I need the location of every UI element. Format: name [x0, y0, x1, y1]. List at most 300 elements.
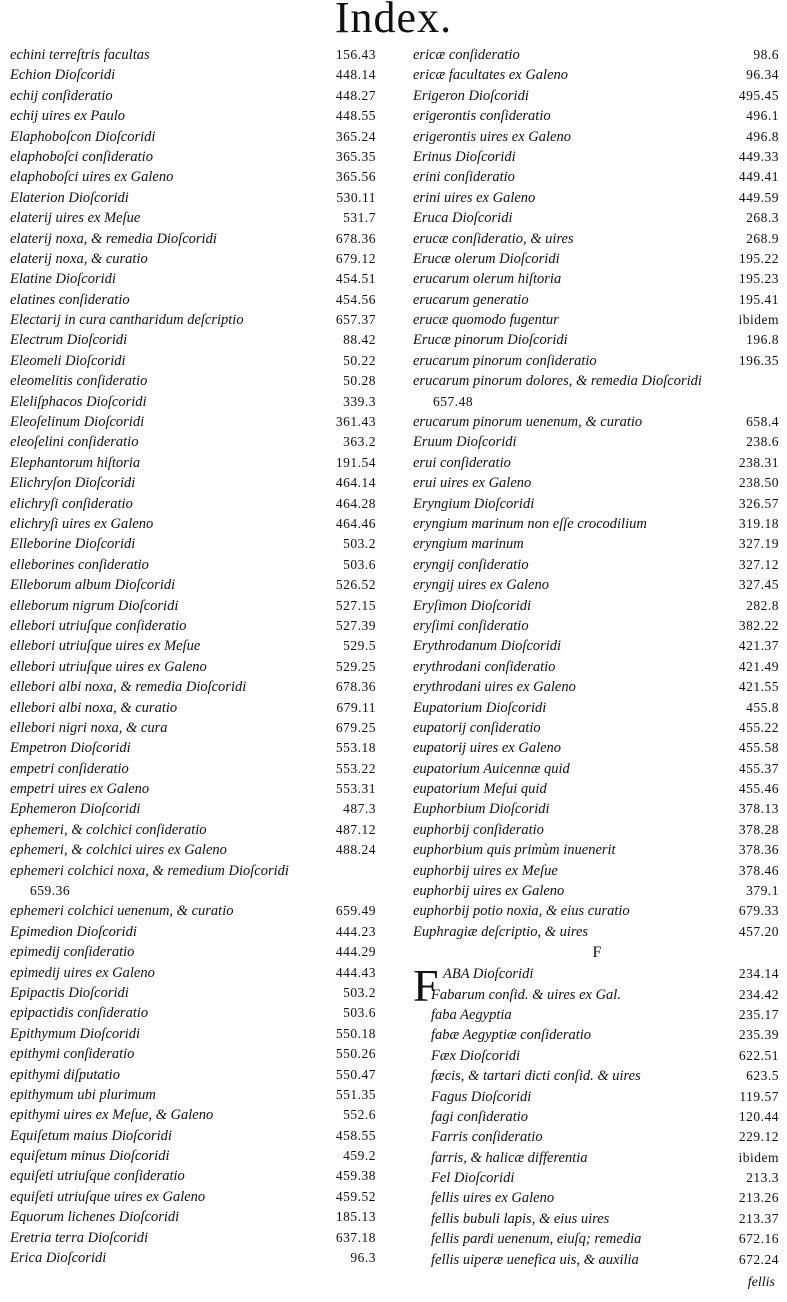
index-entry [431, 1209, 781, 1229]
index-entry [10, 65, 378, 85]
index-entry [10, 514, 378, 534]
index-entry [10, 901, 378, 921]
entry-term: ephemeri colchici uenenum, & curatio [10, 903, 234, 920]
entry-page: 378.28 [738, 821, 779, 837]
index-entry [10, 922, 378, 942]
entry-term: Epimedion Dioſcoridi [10, 923, 137, 940]
index-entry [413, 432, 781, 452]
index-entry [10, 1105, 378, 1125]
entry-term: Echion Dioſcoridi [10, 67, 116, 84]
index-entry [413, 738, 781, 758]
index-entry [10, 229, 378, 249]
index-entry [413, 840, 781, 860]
index-entry [10, 45, 378, 65]
entry-term: epithymi diſputatio [10, 1066, 120, 1083]
entry-page: 679.33 [738, 903, 779, 919]
entry-page: 361.43 [335, 414, 376, 430]
index-entry [10, 1065, 378, 1085]
entry-term: elleborum nigrum Dioſcoridi [10, 597, 179, 614]
entry-page: 503.6 [343, 556, 376, 572]
entry-page: 119.57 [739, 1088, 779, 1104]
entry-term: euphorbij potio noxia, & eius curatio [413, 903, 630, 920]
entry-term: Elaphoboſcon Dioſcoridi [10, 128, 156, 145]
entry-page: 213.26 [738, 1190, 779, 1206]
entry-page: 551.35 [335, 1086, 376, 1102]
entry-term: eupatorij conſideratio [413, 719, 541, 736]
entry-term: Euphorbium Dioſcoridi [413, 801, 550, 818]
index-entry [431, 1127, 781, 1147]
entry-term: Eryſimon Dioſcoridi [413, 597, 532, 614]
index-entry [431, 1066, 781, 1086]
entry-page: 448.55 [335, 108, 376, 124]
entry-term: Erica Dioſcoridi [10, 1250, 107, 1267]
entry-page: 319.18 [738, 515, 779, 531]
entry-page: 503.2 [343, 984, 376, 1000]
entry-page: 195.23 [738, 271, 779, 287]
entry-term: Electrum Dioſcoridi [10, 332, 128, 349]
entry-term: equiſeti utriuſque uires ex Galeno [10, 1188, 206, 1205]
entry-page: 550.26 [335, 1046, 376, 1062]
index-entry [10, 432, 378, 452]
entry-term: ellebori nigri noxa, & cura [10, 719, 168, 736]
index-entry [413, 86, 781, 106]
entry-page: 459.52 [335, 1188, 376, 1204]
entry-term: farris, & halicæ differentia [431, 1149, 588, 1166]
entry-term: elaterij noxa, & curatio [10, 250, 148, 267]
entry-page: 553.22 [335, 760, 376, 776]
entry-term: Equorum lichenes Dioſcoridi [10, 1209, 180, 1226]
entry-term: elleborines conſideratio [10, 556, 149, 573]
index-entry [10, 1003, 378, 1023]
entry-term: Eretria terra Dioſcoridi [10, 1229, 149, 1246]
entry-page: 553.31 [335, 781, 376, 797]
index-entry [10, 310, 378, 330]
entry-term: ephemeri colchici noxa, & remedium Dioſcoridi [10, 862, 289, 879]
entry-page: 238.50 [738, 475, 779, 491]
entry-page: 552.6 [343, 1107, 376, 1123]
entry-term: Erucæ olerum Dioſcoridi [413, 250, 560, 267]
index-entry [10, 412, 378, 432]
entry-page: 444.23 [335, 923, 376, 939]
entry-page: 327.45 [738, 577, 779, 593]
index-entry [413, 412, 781, 432]
entry-term: erigerontis conſideratio [413, 108, 551, 125]
entry-term: elaterij uires ex Meſue [10, 210, 141, 227]
index-entry [10, 963, 378, 983]
entry-term: Electarij in cura cantharidum deſcriptio [10, 312, 244, 329]
entry-page: 238.31 [738, 454, 779, 470]
entry-page: 327.19 [738, 536, 779, 552]
entry-page: 459.2 [343, 1148, 376, 1164]
index-entry [413, 596, 781, 616]
entry-term: Farris conſideratio [431, 1129, 543, 1146]
entry-page: 120.44 [738, 1108, 779, 1124]
entry-page: 327.12 [738, 556, 779, 572]
entry-term: euphorbium quis primùm inuenerit [413, 842, 616, 859]
entry-term: Fæx Dioſcoridi [431, 1047, 521, 1064]
entry-term: equiſeti utriuſque conſideratio [10, 1168, 185, 1185]
section-letter-f: F [592, 944, 602, 962]
index-entry [10, 1044, 378, 1064]
index-entry [10, 861, 378, 881]
index-entry [413, 249, 781, 269]
entry-term: fellis uires ex Galeno [431, 1190, 555, 1207]
index-entry [431, 1250, 781, 1270]
entry-term: ellebori utriuſque uires ex Galeno [10, 658, 207, 675]
entry-term: fabæ Aegyptiæ conſideratio [431, 1027, 592, 1044]
entry-page: 531.7 [343, 210, 376, 226]
entry-page: 448.27 [335, 87, 376, 103]
index-entry [413, 779, 781, 799]
entry-term: Elatine Dioſcoridi [10, 271, 116, 288]
entry-term: Empetron Dioſcoridi [10, 740, 131, 757]
entry-page: 622.51 [738, 1047, 779, 1063]
entry-page: 459.38 [335, 1168, 376, 1184]
entry-term: fellis bubuli lapis, & eius uires [431, 1210, 610, 1227]
entry-term: equiſetum minus Dioſcoridi [10, 1148, 170, 1165]
entry-page: 527.15 [335, 597, 376, 613]
entry-page: 454.56 [335, 291, 376, 307]
entry-page: 679.11 [336, 699, 376, 715]
entry-term: Epithymum Dioſcoridi [10, 1025, 141, 1042]
entry-term: Elleborum album Dioſcoridi [10, 577, 176, 594]
entry-page: 659.49 [335, 903, 376, 919]
entry-term: epimedij conſideratio [10, 944, 135, 961]
index-entry [431, 1148, 781, 1168]
index-entry [413, 147, 781, 167]
index-entry [413, 453, 781, 473]
entry-term: Elaterion Dioſcoridi [10, 189, 129, 206]
entry-page: 444.43 [335, 964, 376, 980]
index-entry [431, 985, 781, 1005]
index-entry [10, 147, 378, 167]
index-entry [413, 208, 781, 228]
entry-page: 503.2 [343, 536, 376, 552]
index-entry [10, 657, 378, 677]
entry-term: elatines conſideratio [10, 291, 130, 308]
entry-term: fellis pardi uenenum, eiuſq; remedia [431, 1231, 642, 1248]
entry-page: 191.54 [335, 454, 376, 470]
entry-term: Eleoſelinum Dioſcoridi [10, 414, 145, 431]
index-entry [10, 596, 378, 616]
entry-term: erucarum olerum hiſtoria [413, 271, 562, 288]
entry-page: 526.52 [335, 577, 376, 593]
entry-page: 455.37 [738, 760, 779, 776]
entry-page: 527.39 [335, 617, 376, 633]
entry-page: 235.17 [738, 1006, 779, 1022]
index-entry [10, 738, 378, 758]
entry-page: 378.36 [738, 842, 779, 858]
entry-page: 672.16 [738, 1231, 779, 1247]
entry-page: 378.46 [738, 862, 779, 878]
index-entry [10, 106, 378, 126]
index-entry [10, 351, 378, 371]
index-entry [10, 127, 378, 147]
entry-page: 487.12 [335, 821, 376, 837]
entry-page: 185.13 [335, 1209, 376, 1225]
entry-term: erui conſideratio [413, 454, 511, 471]
index-entry [413, 677, 781, 697]
index-entry [10, 1126, 378, 1146]
entry-term: eryſimi conſideratio [413, 617, 529, 634]
index-entry [413, 65, 781, 85]
entry-page: 196.35 [738, 352, 779, 368]
page-title: Index. [334, 0, 453, 42]
entry-page: 156.43 [335, 47, 376, 62]
entry-term: ellebori albi noxa, & curatio [10, 699, 178, 716]
index-entry [10, 392, 378, 412]
index-column-left [10, 45, 378, 1268]
entry-term: erucarum pinorum dolores, & remedia Dioſcoridi [413, 373, 702, 390]
entry-page: 464.46 [335, 515, 376, 531]
entry-term: ericæ facultates ex Galeno [413, 67, 569, 84]
entry-page: 213.37 [738, 1210, 779, 1226]
entry-page: 449.41 [738, 169, 779, 185]
entry-term: Fagus Dioſcoridi [431, 1088, 532, 1105]
entry-page: 234.42 [738, 986, 779, 1002]
entry-page: 553.18 [335, 740, 376, 756]
entry-term: erucarum pinorum uenenum, & curatio [413, 414, 643, 431]
entry-term: eupatorij uires ex Galeno [413, 740, 562, 757]
index-entry [413, 167, 781, 187]
entry-page: 378.13 [738, 801, 779, 817]
index-entry [10, 269, 378, 289]
index-entry [413, 555, 781, 575]
entry-term: euphorbij conſideratio [413, 821, 544, 838]
index-entry [413, 330, 781, 350]
index-entry [10, 494, 378, 514]
entry-page: 458.55 [335, 1127, 376, 1143]
entry-term: ephemeri, & colchici uires ex Galeno [10, 842, 227, 859]
entry-term: fellis uiperæ uenefica uis, & auxilia [431, 1251, 639, 1268]
index-entry [413, 698, 781, 718]
entry-page: 488.24 [335, 842, 376, 858]
entry-page: 421.55 [738, 679, 779, 695]
entry-term: fagi conſideratio [431, 1108, 529, 1125]
entry-term: erini conſideratio [413, 169, 515, 186]
index-entry [413, 127, 781, 147]
entry-page: 379.1 [746, 883, 779, 899]
entry-page: 496.1 [746, 108, 779, 124]
index-entry [413, 901, 781, 921]
index-entry [413, 820, 781, 840]
entry-page: 449.33 [738, 148, 779, 164]
entry-page: 637.18 [335, 1229, 376, 1245]
entry-page: 365.35 [335, 148, 376, 164]
entry-page: 326.57 [738, 495, 779, 511]
entry-page: 235.39 [738, 1027, 779, 1043]
index-entry [413, 45, 781, 65]
index-entry [10, 188, 378, 208]
entry-page: 679.25 [335, 719, 376, 735]
entry-page: 455.22 [738, 719, 779, 735]
entry-page: 678.36 [335, 679, 376, 695]
entry-term: erythrodani uires ex Galeno [413, 679, 576, 696]
index-entry [413, 718, 781, 738]
entry-term: Eruca Dioſcoridi [413, 210, 513, 227]
entry-page: 455.58 [738, 740, 779, 756]
entry-term: erucarum generatio [413, 291, 529, 308]
catchword: fellis [747, 1275, 775, 1290]
entry-page: 268.9 [746, 230, 779, 246]
index-entry [413, 922, 781, 942]
drop-cap: F [413, 960, 439, 1012]
index-entry [10, 1248, 378, 1268]
entry-page: 659.36 [30, 883, 71, 899]
index-entry [10, 616, 378, 636]
entry-page: 196.8 [746, 332, 779, 348]
index-entry [10, 1024, 378, 1044]
entry-term: Fel Dioſcoridi [431, 1170, 515, 1187]
index-entry [413, 636, 781, 656]
index-entry [10, 453, 378, 473]
entry-page: 529.5 [343, 638, 376, 654]
index-entry [413, 310, 781, 330]
entry-page: 487.3 [343, 801, 376, 817]
entry-page: 495.45 [738, 87, 779, 103]
index-entry [431, 1025, 781, 1045]
entry-term: erui uires ex Galeno [413, 475, 532, 492]
entry-term: Fabarum conſid. & uires ex Gal. [431, 986, 621, 1003]
entry-term: erucæ quomodo fugentur [413, 312, 559, 329]
entry-page: 363.2 [343, 434, 376, 450]
entry-page: 679.12 [335, 250, 376, 266]
entry-page: 449.59 [738, 189, 779, 205]
index-entry [10, 636, 378, 656]
index-entry [10, 799, 378, 819]
entry-term: fæcis, & tartari dicti conſid. & uires [431, 1068, 641, 1085]
entry-term: elaphoboſci conſideratio [10, 148, 153, 165]
entry-term: Eryngium Dioſcoridi [413, 495, 535, 512]
entry-page: 503.6 [343, 1005, 376, 1021]
index-entry [10, 759, 378, 779]
entry-term: epithymi uires ex Meſue, & Galeno [10, 1107, 214, 1124]
index-entry [413, 290, 781, 310]
entry-term: Eleomeli Dioſcoridi [10, 352, 126, 369]
entry-term: euphorbij uires ex Galeno [413, 883, 565, 900]
index-entry [413, 616, 781, 636]
index-entry [10, 371, 378, 391]
index-entry [413, 759, 781, 779]
index-entry [10, 840, 378, 860]
entry-term: Elephantorum hiſtoria [10, 454, 141, 471]
index-entry [413, 106, 781, 126]
entry-term: ericæ conſideratio [413, 47, 520, 63]
entry-term: echij conſideratio [10, 87, 113, 104]
entry-page: 98.6 [753, 47, 779, 62]
index-entry [431, 1107, 781, 1127]
entry-term: erini uires ex Galeno [413, 189, 536, 206]
index-entry [431, 1087, 781, 1107]
index-entry [10, 555, 378, 575]
entry-term: Erythrodanum Dioſcoridi [413, 638, 562, 655]
entry-page: 96.34 [746, 67, 779, 83]
entry-page: 455.46 [738, 781, 779, 797]
entry-page: ibidem [738, 1149, 779, 1165]
entry-term: erythrodani conſideratio [413, 658, 556, 675]
entry-page: 421.49 [738, 658, 779, 674]
entry-term: eleomelitis conſideratio [10, 373, 148, 390]
entry-term: echij uires ex Paulo [10, 108, 126, 125]
index-entry [413, 534, 781, 554]
index-entry [10, 330, 378, 350]
entry-term: eupatorium Auicennæ quid [413, 760, 570, 777]
entry-term: Elichryſon Dioſcoridi [10, 475, 136, 492]
entry-page: 455.8 [746, 699, 779, 715]
entry-page: 672.24 [738, 1251, 779, 1267]
entry-term: Ephemeron Dioſcoridi [10, 801, 141, 818]
index-entry [10, 1146, 378, 1166]
entry-page: 444.29 [335, 944, 376, 960]
entry-term: epipactidis conſideratio [10, 1005, 149, 1022]
entry-page: 365.24 [335, 128, 376, 144]
index-entry [10, 942, 378, 962]
entry-term: eryngium marinum non eſſe crocodilium [413, 515, 647, 532]
entry-page: 238.6 [746, 434, 779, 450]
entry-term: elichryſi uires ex Galeno [10, 515, 154, 532]
index-entry [431, 1005, 781, 1025]
entry-term: erucæ conſideratio, & uires [413, 230, 574, 247]
entry-term: Elleborine Dioſcoridi [10, 536, 136, 553]
entry-page: 550.18 [335, 1025, 376, 1041]
entry-term: Erinus Dioſcoridi [413, 148, 516, 165]
index-entry [10, 718, 378, 738]
entry-term: eryngij conſideratio [413, 556, 529, 573]
entry-term: eryngium marinum [413, 536, 524, 553]
index-entry [10, 167, 378, 187]
entry-term: erucarum pinorum conſideratio [413, 352, 597, 369]
index-entry [431, 1229, 781, 1249]
index-entry [10, 779, 378, 799]
index-entry [10, 534, 378, 554]
index-entry [431, 1046, 781, 1066]
index-entry [10, 1207, 378, 1227]
entry-term: ellebori utriuſque conſideratio [10, 617, 187, 634]
entry-term: eupatorium Meſui quid [413, 781, 547, 798]
entry-page: 234.14 [738, 966, 779, 982]
entry-page: 382.22 [738, 617, 779, 633]
entry-page: 448.14 [335, 67, 376, 83]
entry-page: 96.3 [350, 1250, 376, 1266]
entry-page: 678.36 [335, 230, 376, 246]
index-entry [10, 1085, 378, 1105]
index-entry [10, 677, 378, 697]
index-entry [413, 657, 781, 677]
entry-term: elichryſi conſideratio [10, 495, 133, 512]
index-entry [413, 861, 781, 881]
entry-term: Eupatorium Dioſcoridi [413, 699, 547, 716]
index-entry [10, 290, 378, 310]
index-entry [10, 575, 378, 595]
index-entry [413, 351, 781, 371]
entry-page: 496.8 [746, 128, 779, 144]
entry-page: 550.47 [335, 1066, 376, 1082]
index-entry [10, 820, 378, 840]
entry-page: 421.37 [738, 638, 779, 654]
entry-term: eleoſelini conſideratio [10, 434, 139, 451]
entry-page: 365.56 [335, 169, 376, 185]
entry-term: echini terreſtris facultas [10, 47, 150, 63]
index-entry [413, 494, 781, 514]
entry-term: faba Aegyptia [431, 1006, 512, 1023]
index-entry [413, 269, 781, 289]
entry-term: epimedij uires ex Galeno [10, 964, 155, 981]
entry-page: 529.25 [335, 658, 376, 674]
entry-term: empetri uires ex Galeno [10, 781, 150, 798]
entry-term: empetri conſideratio [10, 760, 129, 777]
index-entry [10, 983, 378, 1003]
index-entry [413, 188, 781, 208]
